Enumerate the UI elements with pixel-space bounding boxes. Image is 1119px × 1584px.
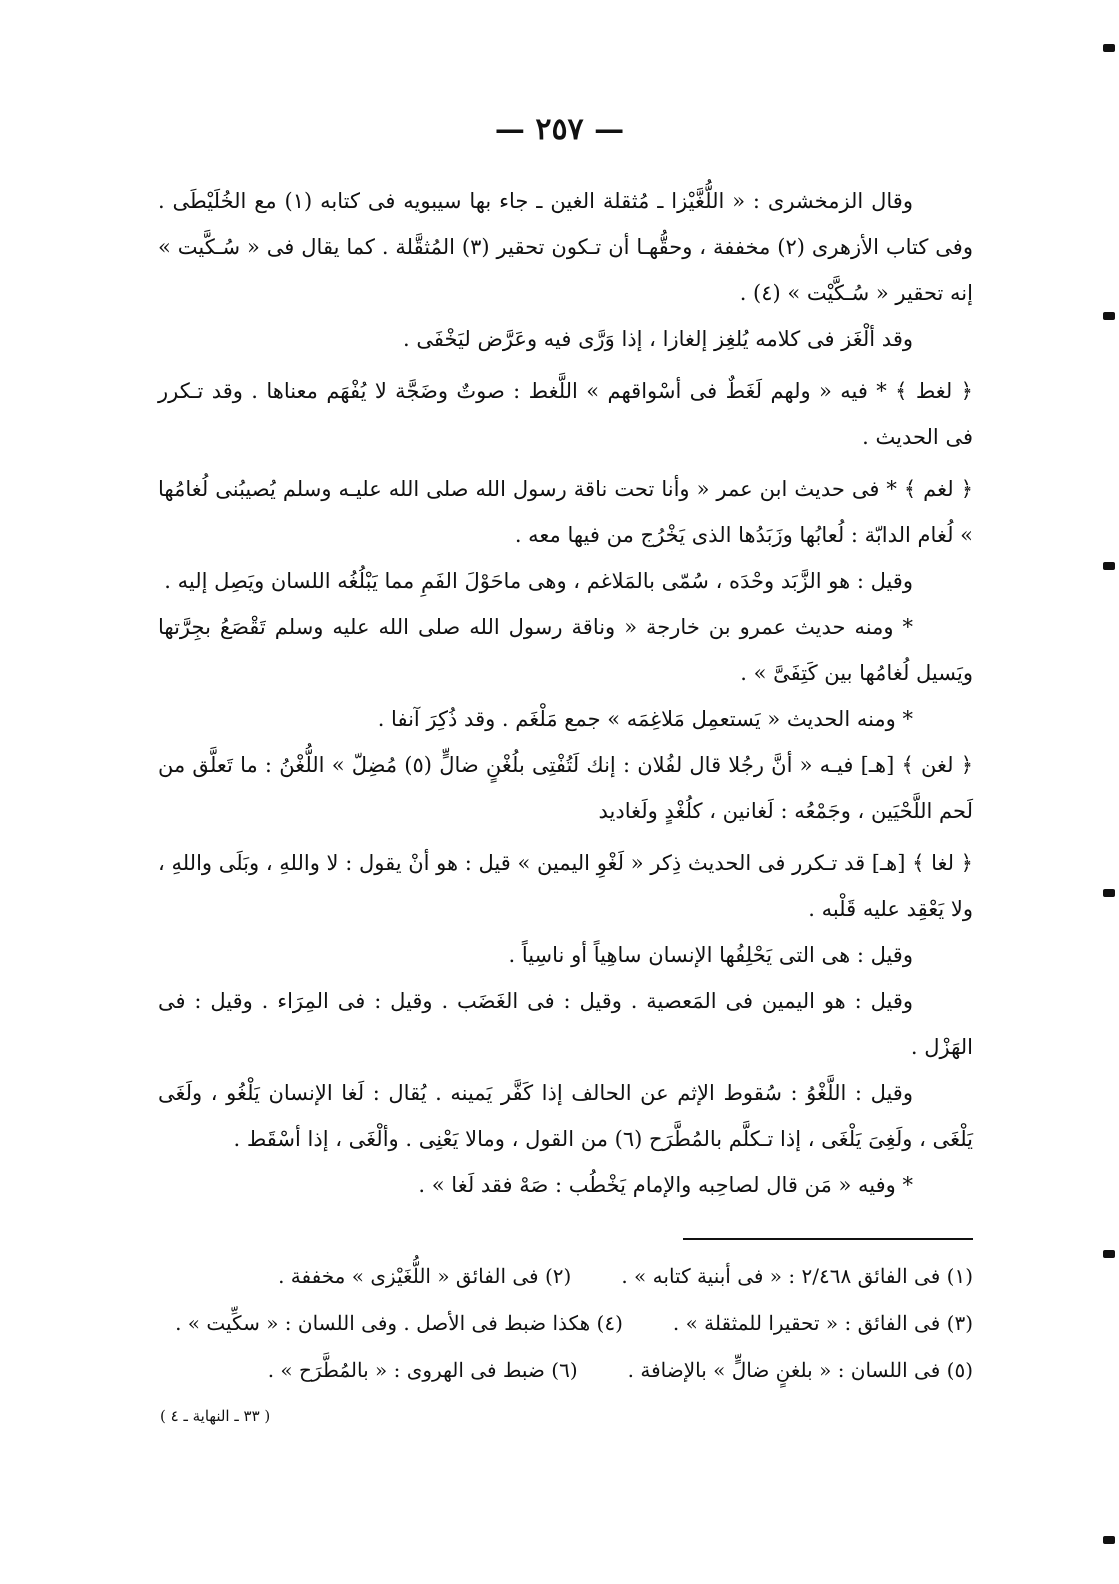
paragraph: * ومنه حديث عمرو بن خارجة « وناقة رسول الله صلى الله عليه وسلم تَقْصَعُ بجِرَّتها ويَسيل لُغامُها بين كَتِفَىَّ » . <box>158 615 973 685</box>
edge-mark <box>1103 44 1115 52</box>
paragraph: * ومنه الحديث « يَستعمِل مَلاغِمَه » جمع مَلْغَم . وقد ذُكِرَ آنفا . <box>377 707 913 731</box>
footnote-row <box>158 1253 973 1300</box>
footnote-divider <box>683 1238 973 1240</box>
paragraph: وقال الزمخشرى : « اللُّغَّيْزا ـ مُثقلة الغين ـ جاء بها سيبويه فى كتابه (١) مع الخُلَيْطَى . وفى كتاب الأزهرى (٢) مخففة ، وحقُّهـا أن تـكون تحقير (٣) المُثقَّلة . كما يقال فى « سُـكَّيت » إنه تحقير « سُـكَّيْت » (٤) . <box>158 189 973 305</box>
footnotes <box>158 1253 973 1394</box>
entry-paragraph: ﴿ لغا ﴾ [هـ] قد تـكرر فى الحديث ذِكر « لَغْوِ اليمين » قيل : هو أنْ يقول : لا واللهِ ، وبَلَى واللهِ ، ولا يَعْقِد عليه قَلْبه . <box>158 851 973 921</box>
main-text <box>158 178 973 1208</box>
entry-paragraph: ﴿ لغم ﴾ * فى حديث ابن عمر « وأنا تحت ناقة رسول الله صلى الله عليـه وسلم يُصيبُنى لُغامُها » لُغام الدابّة : لُعابُها وزَبَدُها الذى يَخْرُج من فيها معه . <box>158 477 973 547</box>
paragraph: وقيل : هى التى يَحْلِفُها الإنسان ساهِياً أو ناسِياً . <box>508 943 913 967</box>
edge-mark <box>1103 1536 1115 1544</box>
entry-paragraph: ﴿ لغن ﴾ [هـ] فيـه « أنَّ رجُلا قال لفُلان : إنك لَتُفْتِى بلُغْنٍ ضالٍّ (٥) مُضِلّ » اللُّغْنُ : ما تَعلَّق من لَحم اللَّحْيَين ، وجَمْعُه : لَغانين ، كلُغْدٍ ولَغاديد <box>158 753 973 823</box>
footnote: (٢) فى الفائق « اللُّغَيْزى » مخففة . <box>278 1264 572 1288</box>
signature-line: ( ٣٣ ـ النهاية ـ ٤ ) <box>160 1407 271 1425</box>
footnote: (٦) ضبط فى الهروى : « بالمُطَّرَح » . <box>267 1358 578 1382</box>
paragraph: وقد ألْغَز فى كلامه يُلغِز إلغازا ، إذا وَرَّى فيه وعَرَّض ليَخْفَى . <box>403 327 913 351</box>
footnote-row <box>158 1300 973 1347</box>
footnote-row <box>158 1347 973 1394</box>
footnote: (٥) فى اللسان : « بلغنٍ ضالٍّ » بالإضافة . <box>627 1358 973 1382</box>
footnote: (١) فى الفائق ٢/٤٦٨ : « فى أبنية كتابه » . <box>621 1264 973 1288</box>
entry-paragraph: ﴿ لغط ﴾ * فيه « ولهم لَغَطٌ فى أسْواقهم » اللَّغط : صوتٌ وضَجَّة لا يُفْهَم معناها . وقد تـكرر فى الحديث . <box>158 379 973 449</box>
paragraph: * وفيه « مَن قال لصاحِبه والإمام يَخْطُب : صَهْ فقد لَغا » . <box>418 1173 913 1197</box>
paragraph: وقيل : هو اليمين فى المَعصية . وقيل : فى الغَضَب . وقيل : فى المِرَاء . وقيل : فى الهَزْل . <box>158 989 973 1059</box>
edge-mark <box>1103 1250 1115 1258</box>
paragraph: وقيل : هو الزَّبَد وحْدَه ، سُمّى بالمَلاغم ، وهى ماحَوْلَ الفَمِ مما يَبْلُغُه اللسان ويَصِل إليه . <box>164 569 913 593</box>
paragraph: وقيل : اللَّغْوُ : سُقوط الإثم عن الحالف إذا كَفَّر يَمينه . يُقال : لَغا الإنسان يَلْغُو ، ولَغَى يَلْغَى ، ولَغِىَ يَلْغَى ، إذا تـكلَّم بالمُطَّرَح (٦) من القول ، ومالا يَعْنِى . وألْغَى ، إذا أسْقَط . <box>158 1081 973 1151</box>
edge-mark <box>1103 312 1115 320</box>
edge-mark <box>1103 889 1115 897</box>
edge-mark <box>1103 562 1115 570</box>
page-number: — ٢٥٧ — <box>494 112 625 147</box>
footnote: (٣) فى الفائق : « تحقيرا للمثقلة » . <box>672 1311 973 1335</box>
footnote: (٤) هكذا ضبط فى الأصل . وفى اللسان : « سكِّيت » . <box>175 1311 623 1335</box>
